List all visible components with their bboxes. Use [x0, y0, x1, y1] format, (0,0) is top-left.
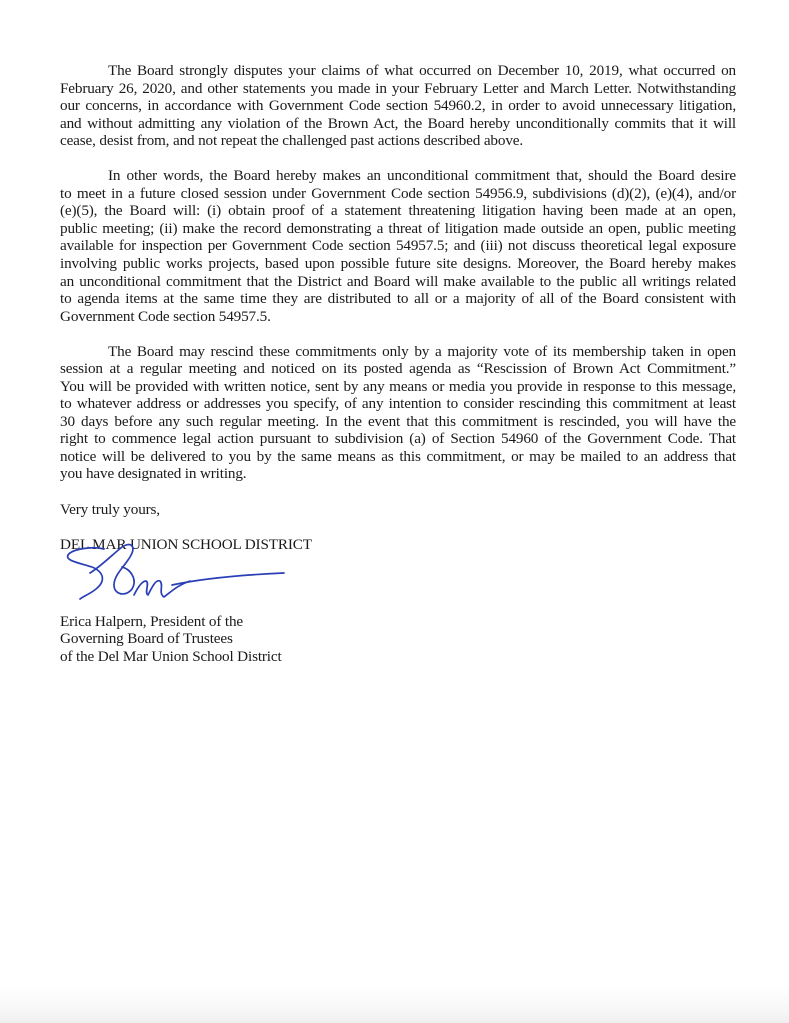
paragraph-commitment: [60, 62, 736, 150]
text-line: available for inspection per Government Code section 54957.5; and (iii) not discuss theoretical legal exposure: [60, 237, 736, 255]
text-line: to meet in a future closed session under Government Code section 54956.9, subdivisions (d)(2), (e)(4), and/or: [60, 184, 736, 202]
text-line: an unconditional commitment that the District and Board will make available to the public all writings related: [60, 272, 736, 290]
text-line: You will be provided with written notice, sent by any means or media you provide in response to this message,: [60, 377, 736, 395]
paragraph-unconditional-commitment: [60, 167, 736, 325]
letter-body: [60, 62, 736, 665]
signer-block: [60, 613, 736, 665]
organization-name: DEL MAR UNION SCHOOL DISTRICT: [60, 535, 312, 553]
text-line: The Board strongly disputes your claims of what occurred on December 10, 2019, what occurred on: [108, 62, 736, 79]
text-line: and without admitting any violation of the Brown Act, the Board hereby unconditionally commits that it will: [60, 114, 736, 132]
text-line: The Board may rescind these commitments only by a majority vote of its membership taken in open: [108, 342, 736, 360]
text-line: notice will be delivered to you by the same means as this commitment, or may be mailed to an address that: [60, 447, 736, 465]
text-line: involving public works projects, based upon possible future site designs. Moreover, the Board hereby makes: [60, 254, 736, 272]
text-line: February 26, 2020, and other statements you made in your February Letter and March Letter. Notwithstanding: [60, 79, 736, 97]
text-line: our concerns, in accordance with Government Code section 54960.2, in order to avoid unnecessary litigation,: [60, 97, 736, 115]
signature-block: [60, 547, 736, 609]
text-line: (e)(5), the Board will: (i) obtain proof of a statement threatening litigation having been made at an open,: [60, 202, 736, 220]
paragraph-rescission: [60, 343, 736, 483]
text-line: you have designated in writing.: [60, 465, 247, 483]
text-line: to agenda items at the same time they are distributed to all or a majority of all of the Board consistent with: [60, 290, 736, 308]
text-line: Government Code section 54957.5.: [60, 307, 271, 325]
handwritten-signature-icon: [60, 541, 300, 607]
signer-organization: of the Del Mar Union School District: [60, 647, 282, 665]
signer-name: Erica Halpern, President of the: [60, 613, 244, 631]
text-line: public meeting; (ii) make the record demonstrating a threat of litigation made outside an open, public meeting: [60, 219, 736, 237]
text-line: In other words, the Board hereby makes an unconditional commitment that, should the Board desire: [108, 167, 736, 185]
text-line: to whatever address or addresses you specify, of any intention to consider rescinding this commitment at least: [60, 395, 736, 413]
closing-salutation: Very truly yours,: [60, 500, 160, 518]
text-line: session at a regular meeting and noticed on its posted agenda as “Rescission of Brown Act Commitment.”: [60, 360, 736, 378]
text-line: right to commence legal action pursuant to subdivision (a) of Section 54960 of the Government Code. That: [60, 430, 736, 448]
text-line: cease, desist from, and not repeat the challenged past actions described above.: [60, 132, 523, 150]
text-line: 30 days before any such regular meeting. In the event that this commitment is rescinded, you will have the: [60, 412, 736, 430]
signer-title: Governing Board of Trustees: [60, 630, 233, 648]
